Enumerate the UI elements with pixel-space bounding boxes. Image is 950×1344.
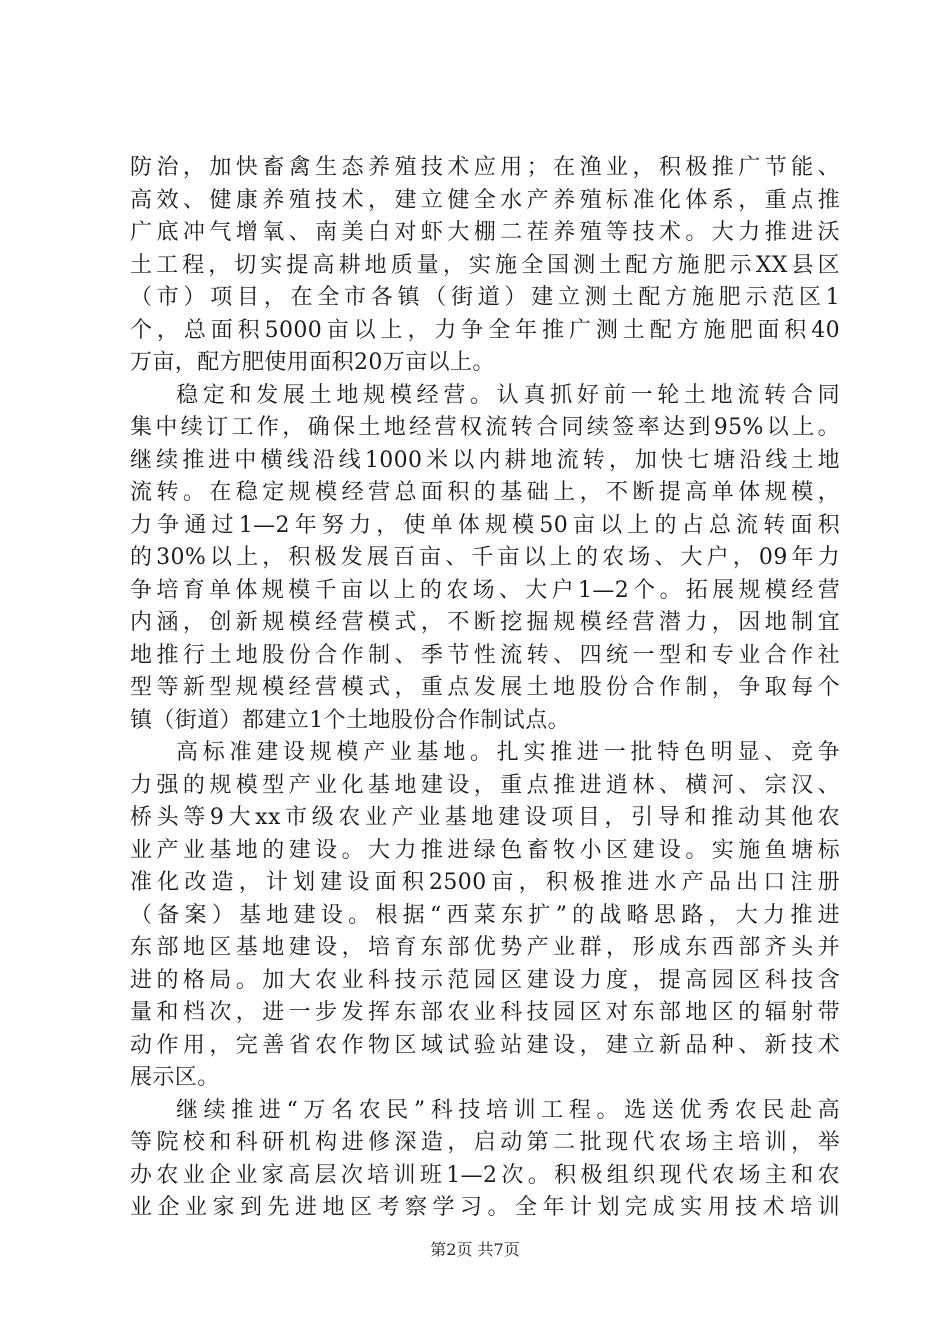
document-body [130, 152, 840, 1225]
text-line: 流转。在稳定规模经营总面积的基础上，不断提高单体规模， [130, 480, 840, 505]
text-line: 稳定和发展土地规模经营。认真抓好前一轮土地流转合同 [176, 382, 840, 408]
text-line: 个，总面积5000亩以上，力争全年推广测土配方施肥面积40 [130, 317, 840, 343]
text-line: 业企业家到先进地区考察学习。全年计划完成实用技术培训 [130, 1195, 840, 1220]
text-line: 的30%以上，积极发展百亩、千亩以上的农场、大户，09年力 [130, 545, 840, 570]
text-line: 进的格局。加大农业科技示范园区建设力度，提高园区科技含 [130, 967, 840, 993]
text-line: 等院校和科研机构进修深造，启动第二批现代农场主培训，举 [130, 1130, 840, 1155]
text-line: 力强的规模型产业化基地建设，重点推进逍林、横河、宗汉、 [130, 772, 840, 798]
text-line: 继续推进“万名农民”科技培训工程。选送优秀农民赴高 [176, 1097, 840, 1123]
text-line: 万亩，配方肥使用面积20万亩以上。 [130, 350, 495, 375]
text-line: 东部地区基地建设，培育东部优势产业群，形成东西部齐头并 [130, 935, 840, 960]
text-line: 继续推进中横线沿线1000米以内耕地流转，加快七塘沿线土地 [130, 447, 840, 473]
text-line: 土工程，切实提高耕地质量，实施全国测土配方施肥示XX县区 [130, 252, 840, 278]
text-line: （备案）基地建设。根据“西菜东扩”的战略思路，大力推进 [130, 902, 840, 928]
page-footer: 第2页 共7页 [430, 1240, 520, 1259]
text-line: 准化改造，计划建设面积2500亩，积极推进水产品出口注册 [130, 870, 840, 895]
text-line: 争培育单体规模千亩以上的农场、大户1—2个。拓展规模经营 [130, 577, 840, 603]
text-line: 量和档次，进一步发挥东部农业科技园区对东部地区的辐射带 [130, 1000, 840, 1025]
text-line: （市）项目，在全市各镇（街道）建立测土配方施肥示范区1 [130, 285, 840, 310]
text-line: 防治，加快畜禽生态养殖技术应用；在渔业，积极推广节能、 [130, 155, 840, 180]
text-line: 集中续订工作，确保土地经营权流转合同续签率达到95%以上。 [130, 415, 840, 440]
text-line: 展示区。 [130, 1065, 220, 1090]
text-line: 力争通过1—2年努力，使单体规模50亩以上的占总流转面积 [130, 512, 840, 538]
text-line: 动作用，完善省农作物区域试验站建设，建立新品种、新技术 [130, 1032, 840, 1058]
text-line: 镇（街道）都建立1个土地股份合作制试点。 [130, 707, 570, 733]
text-line: 高标准建设规模产业基地。扎实推进一批特色明显、竞争 [176, 740, 840, 765]
text-line: 高效、健康养殖技术，建立健全水产养殖标准化体系，重点推 [130, 187, 840, 213]
text-line: 办农业企业家高层次培训班1—2次。积极组织现代农场主和农 [130, 1162, 840, 1188]
text-line: 业产业基地的建设。大力推进绿色畜牧小区建设。实施鱼塘标 [130, 837, 840, 863]
text-line: 型等新型规模经营模式，重点发展土地股份合作制，争取每个 [130, 675, 840, 700]
text-line: 内涵，创新规模经营模式，不断挖掘规模经营潜力，因地制宜 [130, 610, 840, 635]
text-line: 桥头等9大xx市级农业产业基地建设项目，引导和推动其他农 [130, 805, 840, 830]
text-line: 广底冲气增氧、南美白对虾大棚二茬养殖等技术。大力推进沃 [130, 220, 840, 245]
text-line: 地推行土地股份合作制、季节性流转、四统一型和专业合作社 [130, 642, 840, 668]
